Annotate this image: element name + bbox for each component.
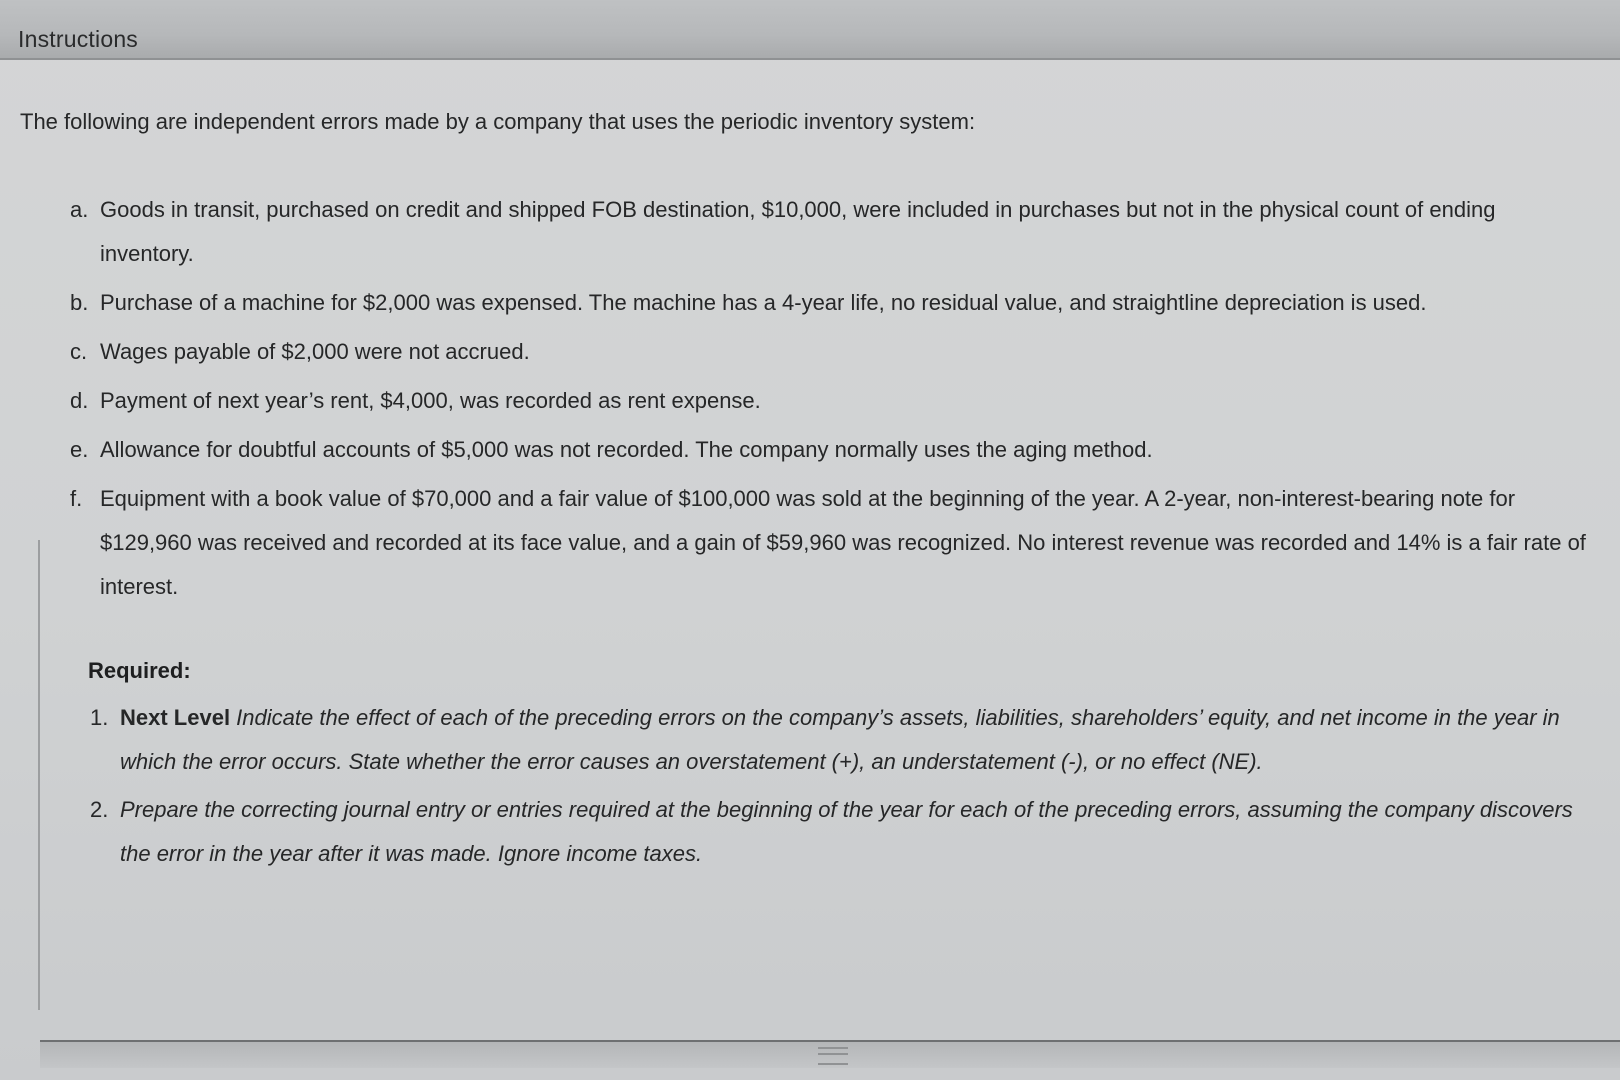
error-list <box>68 188 1588 614</box>
panel-border <box>38 540 40 1010</box>
list-item <box>68 330 1588 374</box>
item-marker: 2. <box>90 797 109 822</box>
item-marker: f. <box>70 486 83 511</box>
item-text: Equipment with a book value of $70,000 and a fair value of $100,000 was sold at the beginning of the year. A 2-year, non-interest-bearing note for $129,960 was received and recorded at its face value, and a gain of $59,960 was recognized. No interest revenue was recorded and 14% is a fair rate of interest. <box>100 486 1586 599</box>
list-item <box>88 788 1588 876</box>
item-marker: a. <box>70 197 89 222</box>
required-section <box>88 658 1588 880</box>
item-text: Purchase of a machine for $2,000 was expensed. The machine has a 4-year life, no residual value, and straightline depreciation is used. <box>100 290 1427 315</box>
item-text: Allowance for doubtful accounts of $5,000 was not recorded. The company normally uses the aging method. <box>100 437 1153 462</box>
item-marker: 1. <box>90 705 109 730</box>
item-marker: c. <box>70 339 88 364</box>
list-item <box>68 477 1588 609</box>
next-level-label: Next Level <box>120 705 237 730</box>
item-text: Goods in transit, purchased on credit and shipped FOB destination, $10,000, were included in purchases but not in the physical count of ending inventory. <box>100 197 1496 266</box>
list-item <box>68 281 1588 325</box>
instructions-content <box>0 60 1620 1080</box>
instructions-header <box>0 0 1620 60</box>
item-marker: d. <box>70 388 89 413</box>
required-list <box>88 696 1588 876</box>
list-item <box>68 188 1588 276</box>
intro-text: The following are independent errors made by a company that uses the periodic inventory system: <box>20 109 976 134</box>
list-item <box>68 379 1588 423</box>
item-text: Prepare the correcting journal entry or entries required at the beginning of the year for each of the preceding errors, assuming the company discovers the error in the year after it was made. Ignore income taxes. <box>120 797 1573 866</box>
scroll-grip-icon[interactable] <box>818 1047 848 1065</box>
list-item <box>68 428 1588 472</box>
list-item <box>88 696 1588 784</box>
item-text: Payment of next year’s rent, $4,000, was recorded as rent expense. <box>100 388 761 413</box>
required-heading: Required: <box>88 658 191 683</box>
item-text: Wages payable of $2,000 were not accrued. <box>100 339 530 364</box>
item-text: Indicate the effect of each of the preceding errors on the company’s assets, liabilities, shareholders’ equity, and net income in the year in which the error occurs. State whether the error causes an overstatement (+), an understatement (-), or no effect (NE). <box>120 705 1560 774</box>
header-title: Instructions <box>18 26 139 52</box>
item-marker: e. <box>70 437 89 462</box>
horizontal-scrollbar[interactable] <box>40 1040 1620 1068</box>
item-marker: b. <box>70 290 89 315</box>
